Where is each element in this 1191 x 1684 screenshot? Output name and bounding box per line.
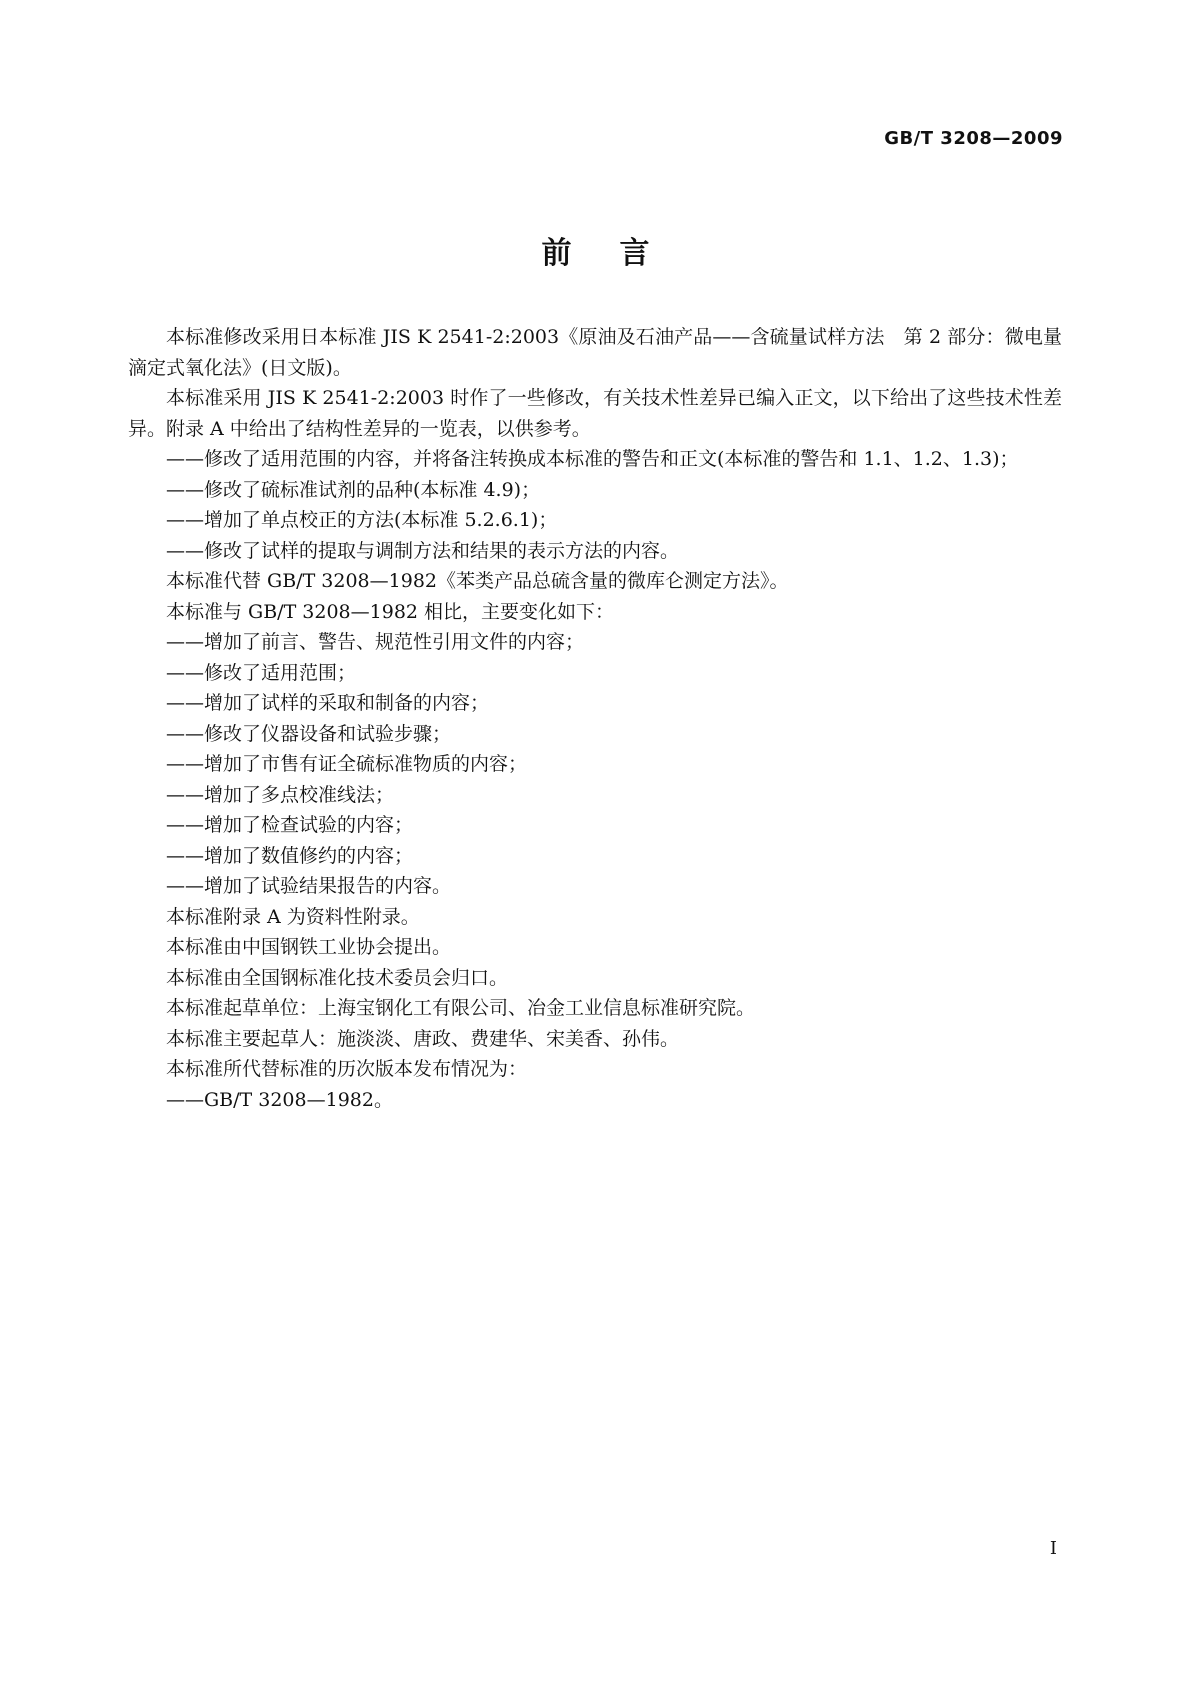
list-item: ——修改了适用范围的内容，并将备注转换成本标准的警告和正文(本标准的警告和 1.1、1.2、1.3)； bbox=[166, 448, 1019, 470]
standard-number: GB/T 3208—2009 bbox=[884, 128, 1063, 149]
list-item: ——修改了试样的提取与调制方法和结果的表示方法的内容。 bbox=[166, 539, 680, 562]
list-item: ——修改了适用范围； bbox=[166, 661, 357, 684]
list-item: ——GB/T 3208—1982。 bbox=[166, 1088, 393, 1111]
list-item: ——修改了仪器设备和试验步骤； bbox=[166, 722, 452, 745]
list-item: ——增加了试样的采取和制备的内容； bbox=[166, 692, 490, 714]
paragraph: 本标准采用 JIS K 2541-2:2003 时作了一些修改，有关技术性差异已编入正文，以下给出了这些技术性差异。附录 A 中给出了结构性差异的一览表，以供参考。 bbox=[128, 387, 1062, 440]
page-number: I bbox=[1049, 1538, 1057, 1559]
list-item: ——增加了数值修约的内容； bbox=[166, 844, 414, 867]
list-item: ——增加了市售有证全硫标准物质的内容； bbox=[166, 753, 528, 775]
paragraph: 本标准由全国钢标准化技术委员会归口。 bbox=[166, 966, 509, 989]
list-item: ——增加了试验结果报告的内容。 bbox=[166, 875, 452, 897]
paragraph: 本标准代替 GB/T 3208—1982《苯类产品总硫含量的微库仑测定方法》。 bbox=[166, 570, 789, 592]
paragraph: 本标准主要起草人：施淡淡、唐政、费建华、宋美香、孙伟。 bbox=[166, 1027, 680, 1050]
paragraph: 本标准起草单位：上海宝钢化工有限公司、冶金工业信息标准研究院。 bbox=[166, 997, 756, 1019]
paragraph: 本标准与 GB/T 3208—1982 相比，主要变化如下： bbox=[166, 600, 615, 623]
paragraph: 本标准所代替标准的历次版本发布情况为： bbox=[166, 1058, 528, 1080]
paragraph: 本标准由中国钢铁工业协会提出。 bbox=[166, 936, 452, 958]
page-title: 前言 bbox=[541, 236, 698, 271]
list-item: ——增加了单点校正的方法(本标准 5.2.6.1)； bbox=[166, 509, 558, 531]
paragraph: 本标准附录 A 为资料性附录。 bbox=[166, 905, 420, 928]
list-item: ——修改了硫标准试剂的品种(本标准 4.9)； bbox=[166, 478, 541, 501]
document-body bbox=[128, 322, 1062, 1115]
list-item: ——增加了检查试验的内容； bbox=[166, 814, 414, 836]
paragraph: 本标准修改采用日本标准 JIS K 2541-2:2003《原油及石油产品——含硫量试样方法 第 2 部分：微电量滴定式氧化法》(日文版)。 bbox=[128, 326, 1062, 379]
list-item: ——增加了多点校准线法； bbox=[166, 783, 395, 806]
list-item: ——增加了前言、警告、规范性引用文件的内容； bbox=[166, 631, 585, 653]
